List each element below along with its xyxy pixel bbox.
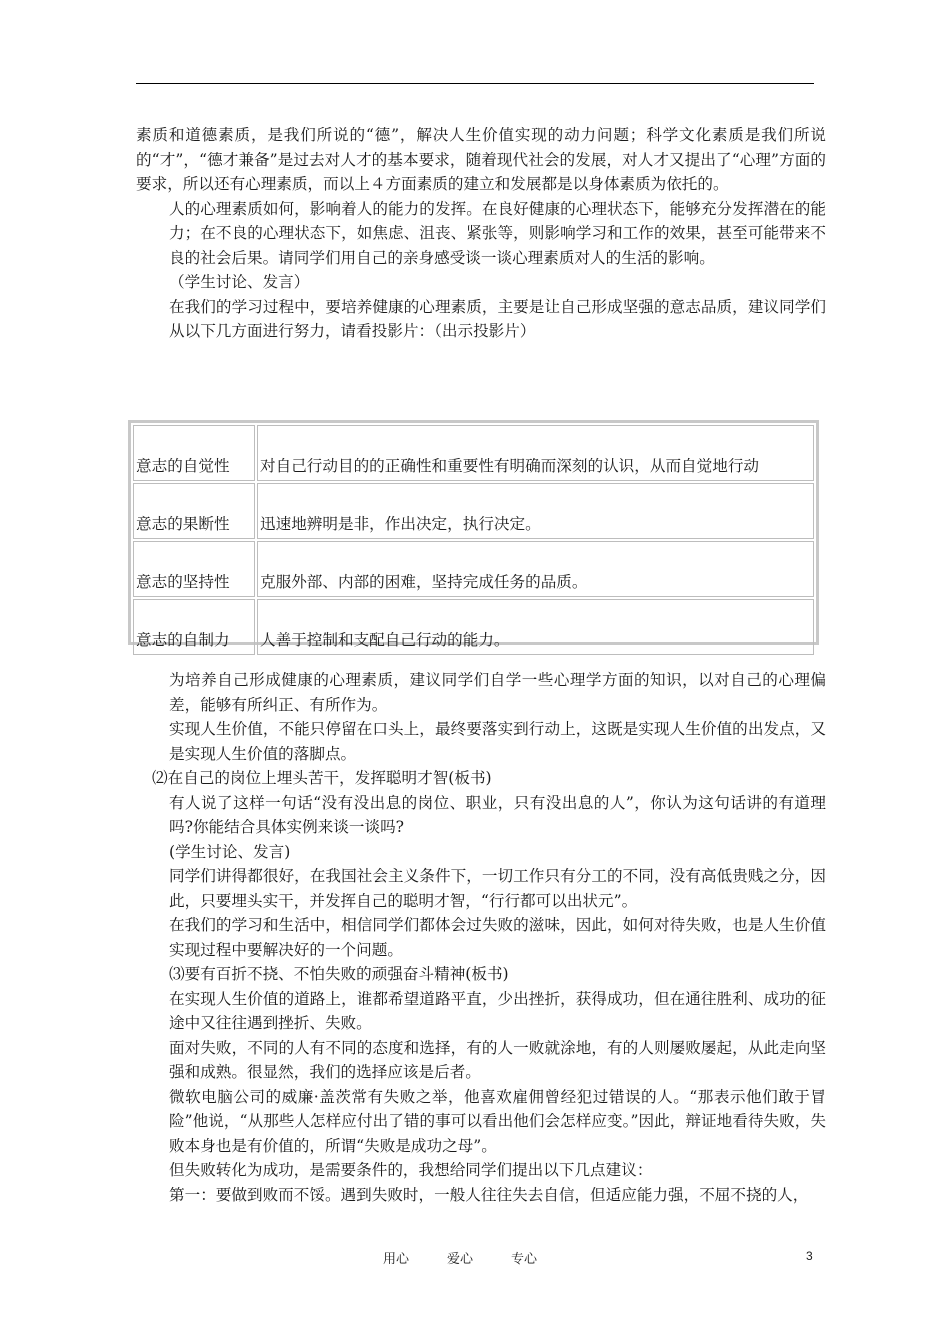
footer-word: 用心 [383,1252,410,1267]
paragraph: 面对失败，不同的人有不同的态度和选择，有的人一败就涂地，有的人则屡败屡起，从此走向坚强和成熟。很显然，我们的选择应该是后者。 [169,1038,826,1081]
section-heading: ⑵在自己的岗位上埋头苦干，发挥聪明才智(板书) [152,769,492,787]
footer-word: 爱心 [447,1252,474,1267]
quality-cell: 意志的果断性 [133,483,255,539]
paragraph: 为培养自己形成健康的心理素质，建议同学们自学一些心理学方面的知识，以对自己的心理偏差，能够有所纠正、有所作为。 [169,671,826,714]
will-quality-table [128,420,819,649]
table-row [133,599,814,655]
header-rule [136,83,814,84]
table-row [133,483,814,539]
section-heading: ⑶要有百折不挠、不怕失败的顽强奋斗精神(板书) [169,965,509,983]
paragraph: 同学们讲得都很好，在我国社会主义条件下，一切工作只有分工的不同，没有高低贵贱之分，因此，只要埋头实干，并发挥自己的聪明才智，“行行都可以出状元”。 [169,867,826,910]
description-cell: 迅速地辨明是非，作出决定，执行决定。 [257,483,814,539]
description-cell: 克服外部、内部的困难，坚持完成任务的品质。 [257,541,814,597]
paragraph: 第一：要做到败而不馁。遇到失败时，一般人往往失去自信，但适应能力强，不屈不挠的人， [169,1185,809,1204]
document-body-top [136,123,826,344]
paragraph: 实现人生价值，不能只停留在口头上，最终要落实到行动上，这既是实现人生价值的出发点，又是实现人生价值的落脚点。 [169,720,826,763]
paragraph: 在我们的学习和生活中，相信同学们都体会过失败的滋味，因此，如何对待失败，也是人生价值实现过程中要解决好的一个问题。 [169,916,826,959]
quality-cell: 意志的坚持性 [133,541,255,597]
footer-motto [383,1248,575,1267]
quality-cell: 意志的自觉性 [133,425,255,481]
paragraph: （学生讨论、发言） [169,273,310,291]
paragraph: 素质和道德素质，是我们所说的“德”，解决人生价值实现的动力问题；科学文化素质是我们所说的“才”，“德才兼备”是过去对人才的基本要求，随着现代社会的发展，对人才又提出了“心理”方面的要求，所以还有心理素质，而以上４方面素质的建立和发展都是以身体素质为依托的。 [136,126,826,193]
paragraph: 在实现人生价值的道路上，谁都希望道路平直，少出挫折，获得成功，但在通往胜利、成功的征途中又往往遇到挫折、失败。 [169,989,826,1032]
page-number: 3 [806,1249,813,1263]
table-row [133,425,814,481]
description-cell: 人善于控制和支配自己行动的能力。 [257,599,814,655]
quality-cell: 意志的自制力 [133,599,255,655]
description-cell: 对自己行动目的的正确性和重要性有明确而深刻的认识，从而自觉地行动 [257,425,814,481]
paragraph: 有人说了这样一句话“没有没出息的岗位、职业，只有没出息的人”，你认为这句话讲的有道理吗?你能结合具体实例来谈一谈吗? [169,793,826,836]
footer-word: 专心 [511,1252,538,1267]
paragraph: (学生讨论、发言) [169,842,291,861]
paragraph: 但失败转化为成功，是需要条件的，我想给同学们提出以下几点建议： [169,1161,653,1179]
paragraph: 在我们的学习过程中，要培养健康的心理素质，主要是让自己形成坚强的意志品质，建议同学们从以下几方面进行努力，请看投影片：（出示投影片） [169,297,826,340]
paragraph: 人的心理素质如何，影响着人的能力的发挥。在良好健康的心理状态下，能够充分发挥潜在的能力；在不良的心理状态下，如焦虑、沮丧、紧张等，则影响学习和工作的效果，甚至可能带来不良的社会后果。请同学们用自己的亲身感受谈一谈心理素质对人的生活的影响。 [169,199,826,267]
table-row [133,541,814,597]
document-body-bottom [136,668,826,1207]
paragraph: 微软电脑公司的威廉·盖茨常有失败之举，他喜欢雇佣曾经犯过错误的人。“那表示他们敢于冒险”他说，“从那些人怎样应付出了错的事可以看出他们会怎样应变。”因此，辩证地看待失败，失败本身也是有价值的，所谓“失败是成功之母”。 [169,1087,826,1155]
